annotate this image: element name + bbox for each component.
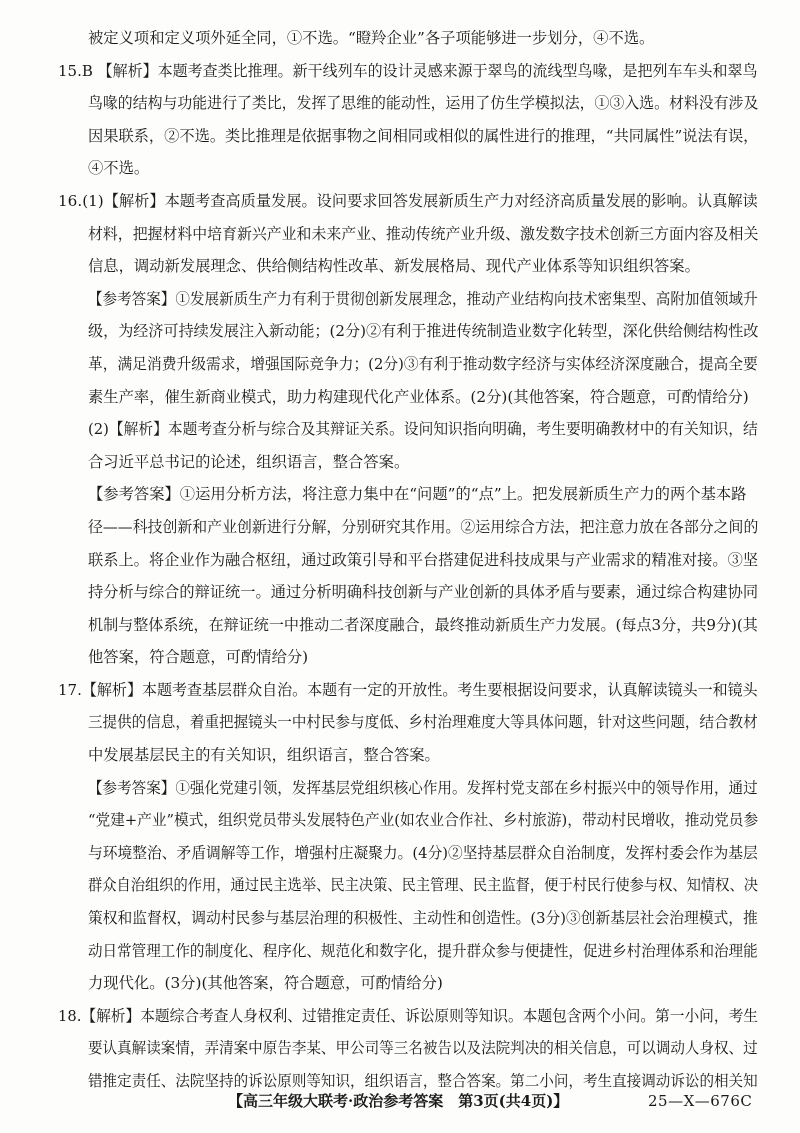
text-line: 材料，把握材料中培育新兴产业和未来产业、推动传统产业升级、激发数字技术创新三方面内容及相关 xyxy=(88,224,758,243)
text-line: 因果联系，②不选。类比推理是依据事物之间相同或相似的属性进行的推理，“共同属性”说法有误， xyxy=(88,126,758,145)
text-line: 16.(1)【解析】本题考查高质量发展。设问要求回答发展新质生产力对经济高质量发展的影响。认真解读 xyxy=(58,191,758,210)
text-line: 【参考答案】①运用分析方法，将注意力集中在“问题”的“点”上。把发展新质生产力的两个基本路 xyxy=(88,485,747,504)
text-line: 18.【解析】本题综合考查人身权利、过错推定责任、诉讼原则等知识。本题包含两个小问。第一小问，考生 xyxy=(58,1006,758,1025)
text-line: “党建+产业”模式，组织党员带头发展特色产业(如农业合作社、乡村旅游)，带动村民增收，推动党员参 xyxy=(88,811,758,830)
text-line: 【参考答案】①发展新质生产力有利于贯彻创新发展理念，推动产业结构向技术密集型、高附加值领域升 xyxy=(88,289,758,308)
text-line: 要认真解读案情，弄清案中原告李某、甲公司等三名被告以及法院判决的相关信息，可以调动人身权、过 xyxy=(88,1039,758,1058)
text-line: 机制与整体系统，在辩证统一中推动二者深度融合，最终推动新质生产力发展。(每点3分，共9分)(其 xyxy=(88,615,758,634)
text-line: ④不选。 xyxy=(88,159,150,178)
text-line: 策权和监督权，调动村民参与基层治理的积极性、主动性和创造性。(3分)③创新基层社会治理模式，推 xyxy=(88,909,758,928)
text-line: 联系上。将企业作为融合枢纽，通过政策引导和平台搭建促进科技成果与产业需求的精准对接。③坚 xyxy=(88,550,758,569)
text-line: 动日常管理工作的制度化、程序化、规范化和数字化，提升群众参与便捷性，促进乡村治理体系和治理能 xyxy=(88,941,758,960)
text-line: 级，为经济可持续发展注入新动能；(2分)②有利于推进传统制造业数字化转型，深化供给侧结构性改 xyxy=(88,322,758,341)
text-line: 径——科技创新和产业创新进行分解，分别研究其作用。②运用综合方法，把注意力放在各部分之间的 xyxy=(88,517,758,536)
page-footer xyxy=(0,1086,800,1116)
text-line: 三提供的信息，着重把握镜头一中村民参与度低、乡村治理难度大等具体问题，针对这些问题，结合教材 xyxy=(88,713,758,732)
text-line: 信息，调动新发展理念、供给侧结构性改革、新发展格局、现代产业体系等知识组织答案。 xyxy=(88,257,700,276)
text-line: 持分析与综合的辩证统一。通过分析明确科技创新与产业创新的具体矛盾与要素，通过综合构建协同 xyxy=(88,583,758,602)
text-line: 与环境整治、矛盾调解等工作，增强村庄凝聚力。(4分)②坚持基层群众自治制度，发挥村委会作为基层 xyxy=(88,843,758,862)
text-line: 素生产率，催生新商业模式，助力构建现代化产业体系。(2分)(其他答案，符合题意，可酌情给分) xyxy=(88,387,749,406)
answer-document xyxy=(58,22,758,1098)
text-line: 17.【解析】本题考查基层群众自治。本题有一定的开放性。考生要根据设问要求，认真解读镜头一和镜头 xyxy=(58,680,758,699)
text-line: 鸟喙的结构与功能进行了类比，发挥了思维的能动性，运用了仿生学模拟法，①③入选。材料没有涉及 xyxy=(88,94,758,113)
footer-title: 【高三年级大联考·政治参考答案 第3页(共4页)】 xyxy=(228,1092,569,1110)
text-line: (2)【解析】本题考查分析与综合及其辩证关系。设问知识指向明确，考生要明确教材中的有关知识，结 xyxy=(88,420,758,439)
text-line: 他答案，符合题意，可酌情给分) xyxy=(88,648,309,667)
text-line: 15.B 【解析】本题考查类比推理。新干线列车的设计灵感来源于翠鸟的流线型鸟喙，是把列车车头和翠鸟 xyxy=(58,61,758,80)
text-line: 被定义项和定义项外延全同，①不选。“瞪羚企业”各子项能够进一步划分，④不选。 xyxy=(88,29,655,47)
text-line: 群众自治组织的作用，通过民主选举、民主决策、民主管理、民主监督，便于村民行使参与权、知情权、决 xyxy=(88,876,758,895)
text-line: 中发展基层民主的有关知识，组织语言，整合答案。 xyxy=(88,746,440,765)
text-line: 力现代化。(3分)(其他答案，符合题意，可酌情给分) xyxy=(88,974,443,993)
text-line: 合习近平总书记的论述，组织语言，整合答案。 xyxy=(88,452,410,471)
text-line: 革，满足消费升级需求，增强国际竞争力；(2分)③有利于推动数字经济与实体经济深度融合，提高全要 xyxy=(88,354,758,373)
text-line: 【参考答案】①强化党建引领，发挥基层党组织核心作用。发挥村党支部在乡村振兴中的领导作用，通过 xyxy=(88,778,758,797)
footer-code: 25—X—676C xyxy=(648,1092,753,1110)
text-line: 错推定责任、法院坚持的诉讼原则等知识，组织语言，整合答案。第二小问，考生直接调动诉讼的相关知 xyxy=(88,1072,758,1090)
